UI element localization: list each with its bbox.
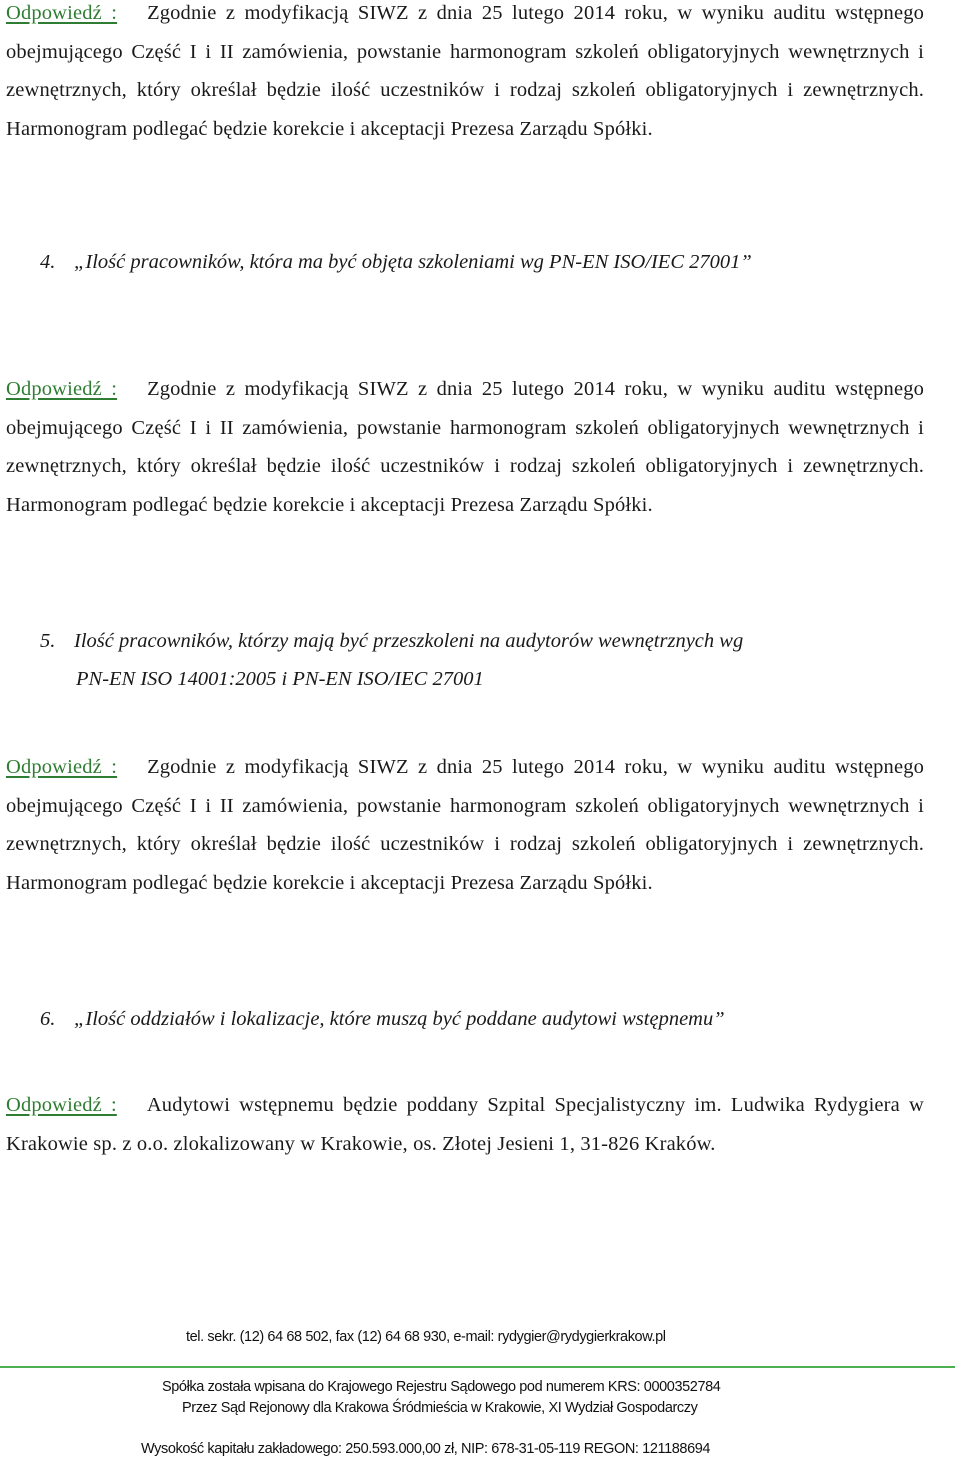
question-5-heading (40, 622, 920, 698)
question-number: 5. (40, 630, 56, 652)
question-4-heading (40, 243, 920, 281)
answer-paragraph-5 (6, 748, 924, 902)
question-title: „Ilość oddziałów i lokalizacje, które muszą być poddane audytowi wstępnemu” (74, 1008, 725, 1030)
answer-paragraph-4 (6, 370, 924, 524)
question-number: 6. (40, 1008, 56, 1030)
answer-paragraph-1 (6, 0, 924, 148)
footer-contact: tel. sekr. (12) 64 68 502, fax (12) 64 68 930, e-mail: rydygier@rydygierkrakow.pl (186, 1329, 666, 1345)
question-title: „Ilość pracowników, która ma być objęta szkoleniami wg PN-EN ISO/IEC 27001” (74, 251, 752, 273)
question-6-heading (40, 1000, 920, 1038)
answer-paragraph-6 (6, 1086, 924, 1163)
footer-registry-line-2: Przez Sąd Rejonowy dla Krakowa Śródmieścia w Krakowie, XI Wydział Gospodarczy (182, 1400, 698, 1416)
answer-text: Zgodnie z modyfikacją SIWZ z dnia 25 lutego 2014 roku, w wyniku auditu wstępnego obejmującego Część I i II zamówienia, powstanie harmonogram szkoleń obligatoryjnych wewnętrznych i zewnętrznych, który określał będzie ilość uczestników i rodzaj szkoleń obligatoryjnych i zewnętrznych. Harmonogram podlegać będzie korekcie i akceptacji Prezesa Zarządu Spółki. (6, 2, 924, 140)
question-title-continuation: PN-EN ISO 14001:2005 i PN-EN ISO/IEC 27001 (76, 668, 484, 690)
question-title: Ilość pracowników, którzy mają być przeszkoleni na audytorów wewnętrznych wg (74, 630, 744, 652)
answer-label: Odpowiedź : (6, 1094, 117, 1116)
answer-label: Odpowiedź : (6, 378, 118, 400)
answer-text: Zgodnie z modyfikacją SIWZ z dnia 25 lutego 2014 roku, w wyniku auditu wstępnego obejmującego Część I i II zamówienia, powstanie harmonogram szkoleń obligatoryjnych wewnętrznych i zewnętrznych, który określał będzie ilość uczestników i rodzaj szkoleń obligatoryjnych i zewnętrznych. Harmonogram podlegać będzie korekcie i akceptacji Prezesa Zarządu Spółki. (6, 378, 924, 516)
answer-text: Zgodnie z modyfikacją SIWZ z dnia 25 lutego 2014 roku, w wyniku auditu wstępnego obejmującego Część I i II zamówienia, powstanie harmonogram szkoleń obligatoryjnych wewnętrznych i zewnętrznych, który określał będzie ilość uczestników i rodzaj szkoleń obligatoryjnych i zewnętrznych. Harmonogram podlegać będzie korekcie i akceptacji Prezesa Zarządu Spółki. (6, 756, 924, 894)
footer-capital: Wysokość kapitału zakładowego: 250.593.000,00 zł, NIP: 678-31-05-119 REGON: 121188694 (141, 1441, 711, 1457)
question-number: 4. (40, 251, 56, 273)
answer-label: Odpowiedź : (6, 2, 118, 24)
answer-text: Audytowi wstępnemu będzie poddany Szpital Specjalistyczny im. Ludwika Rydygiera w Krakowie sp. z o.o. zlokalizowany w Krakowie, os. Złotej Jesieni 1, 31-826 Kraków. (6, 1094, 924, 1155)
footer-registry-line-1: Spółka została wpisana do Krajowego Rejestru Sądowego pod numerem KRS: 0000352784 (162, 1379, 721, 1395)
footer-divider (0, 1366, 955, 1368)
answer-label: Odpowiedź : (6, 756, 118, 778)
